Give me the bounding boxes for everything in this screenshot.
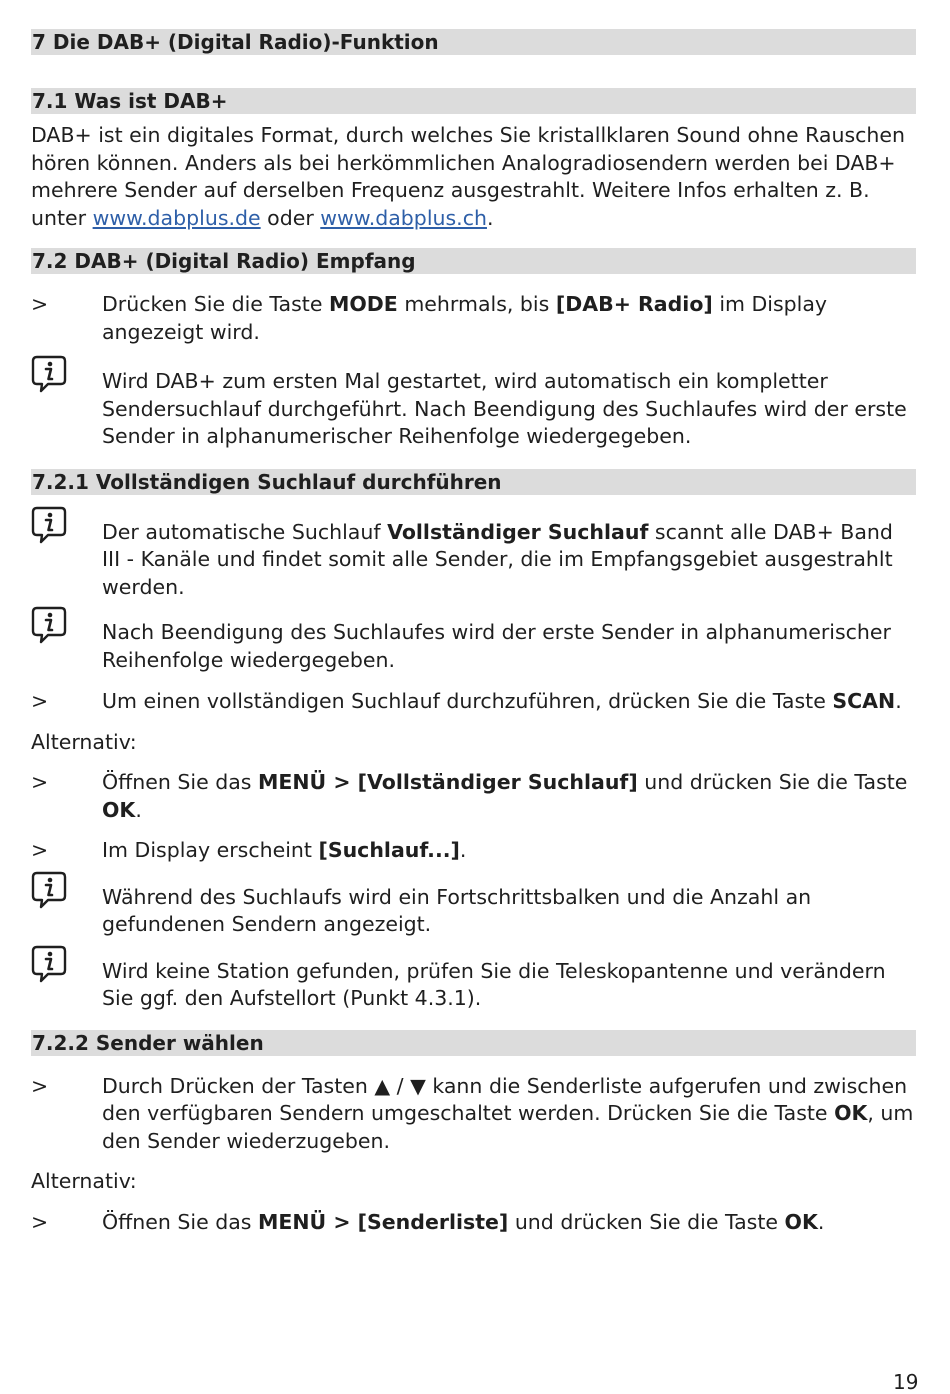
menu-path: MENÜ > [Vollständiger Suchlauf] bbox=[257, 770, 638, 794]
section-7-heading: 7 Die DAB+ (Digital Radio)-Funktion bbox=[31, 29, 916, 55]
info-progress bbox=[31, 871, 916, 939]
page-number: 19 bbox=[893, 1370, 919, 1394]
info-icon bbox=[31, 355, 102, 393]
dab-radio-display: [DAB+ Radio] bbox=[555, 292, 713, 316]
step-text: Durch Drücken der Tasten ▲ / ▼ kann die Senderliste aufgerufen und zwischen den verfügbaren Sendern umgeschaltet werden. Drücken Sie die Taste OK, um den Sender wiederzugeben. bbox=[102, 1073, 914, 1153]
step-mode-dab bbox=[31, 291, 916, 346]
dabplus-de-link[interactable]: www.dabplus.de bbox=[92, 205, 261, 230]
info-after-scan bbox=[31, 606, 916, 674]
step-marker: > bbox=[31, 292, 49, 316]
dabplus-ch-link[interactable]: www.dabplus.ch bbox=[320, 205, 487, 230]
info-icon bbox=[31, 506, 102, 544]
ok-key: OK bbox=[102, 797, 136, 822]
ok-key: OK bbox=[784, 1209, 818, 1234]
scan-display-text: [Suchlauf...] bbox=[318, 838, 460, 862]
manual-page bbox=[31, 29, 916, 1236]
step-text: Um einen vollständigen Suchlauf durchzuführen, drücken Sie die Taste SCAN. bbox=[102, 689, 902, 713]
info-no-station bbox=[31, 945, 916, 1013]
scan-key: SCAN bbox=[832, 689, 896, 713]
step-marker: > bbox=[31, 838, 49, 862]
step-text: Im Display erscheint [Suchlauf...]. bbox=[102, 838, 467, 862]
section-7-2-heading: 7.2 DAB+ (Digital Radio) Empfang bbox=[31, 248, 916, 274]
dab-intro-text: DAB+ ist ein digitales Format, durch welches Sie kristallklaren Sound ohne Rauschen hören können. Anders als bei herkömmlichen Analogradiosendern werden bei DAB+ mehrere Sender auf derselben Frequenz ausgestrahlt. Weitere Infos erhalten z. B. unter bbox=[31, 123, 906, 230]
step-text: Drücken Sie die Taste MODE mehrmals, bis [DAB+ Radio] im Display angezeigt wird. bbox=[102, 292, 828, 344]
step-display-scan bbox=[31, 837, 916, 865]
step-marker: > bbox=[31, 1073, 49, 1098]
info-text: Wird DAB+ zum ersten Mal gestartet, wird automatisch ein kompletter Sendersuchlauf durchgeführt. Nach Beendigung des Suchlaufes wird der erste Sender in alphanumerischer Reihenfolge wiedergegeben. bbox=[102, 369, 907, 448]
step-arrow-keys bbox=[31, 1073, 916, 1156]
menu-path: MENÜ > [Senderliste] bbox=[257, 1209, 509, 1234]
section-7-1-heading: 7.1 Was ist DAB+ bbox=[31, 88, 916, 114]
info-icon bbox=[31, 945, 102, 983]
ok-key: OK bbox=[834, 1101, 868, 1125]
step-text: Öffnen Sie das MENÜ > [Vollständiger Suchlauf] und drücken Sie die Taste OK. bbox=[102, 770, 908, 822]
mode-key: MODE bbox=[328, 292, 398, 316]
dab-intro-end: . bbox=[486, 205, 494, 230]
section-7-2-2-heading: 7.2.2 Sender wählen bbox=[31, 1030, 916, 1056]
section-7-2-1-heading: 7.2.1 Vollständigen Suchlauf durchführen bbox=[31, 469, 916, 495]
step-marker: > bbox=[31, 770, 49, 794]
full-scan-term: Vollständiger Suchlauf bbox=[387, 519, 649, 544]
alternative-label: Alternativ: bbox=[31, 1169, 137, 1193]
info-text: Nach Beendigung des Suchlaufes wird der erste Sender in alphanumerischer Reihenfolge wiedergegeben. bbox=[102, 620, 891, 672]
step-menu-list bbox=[31, 1209, 916, 1237]
dab-intro-or: oder bbox=[260, 205, 321, 230]
info-icon bbox=[31, 871, 102, 909]
step-marker: > bbox=[31, 1209, 49, 1234]
alternative-label: Alternativ: bbox=[31, 729, 137, 754]
step-marker: > bbox=[31, 689, 49, 713]
step-scan bbox=[31, 688, 916, 716]
info-icon bbox=[31, 606, 102, 644]
step-menu-scan bbox=[31, 769, 916, 824]
info-full-scan bbox=[31, 506, 916, 602]
info-text: Der automatische Suchlauf Vollständiger Suchlauf scannt alle DAB+ Band III - Kanäle und findet somit alle Sender, die im Empfangsgebiet ausgestrahlt werden. bbox=[102, 519, 893, 599]
info-text: Wird keine Station gefunden, prüfen Sie die Teleskopantenne und verändern Sie ggf. den Aufstellort (Punkt 4.3.1). bbox=[102, 958, 886, 1010]
dab-intro-paragraph bbox=[31, 122, 916, 232]
info-text: Während des Suchlaufs wird ein Fortschrittsbalken und die Anzahl an gefundenen Sendern angezeigt. bbox=[102, 884, 812, 936]
step-text: Öffnen Sie das MENÜ > [Senderliste] und drücken Sie die Taste OK. bbox=[102, 1209, 825, 1234]
info-first-start bbox=[31, 355, 916, 451]
